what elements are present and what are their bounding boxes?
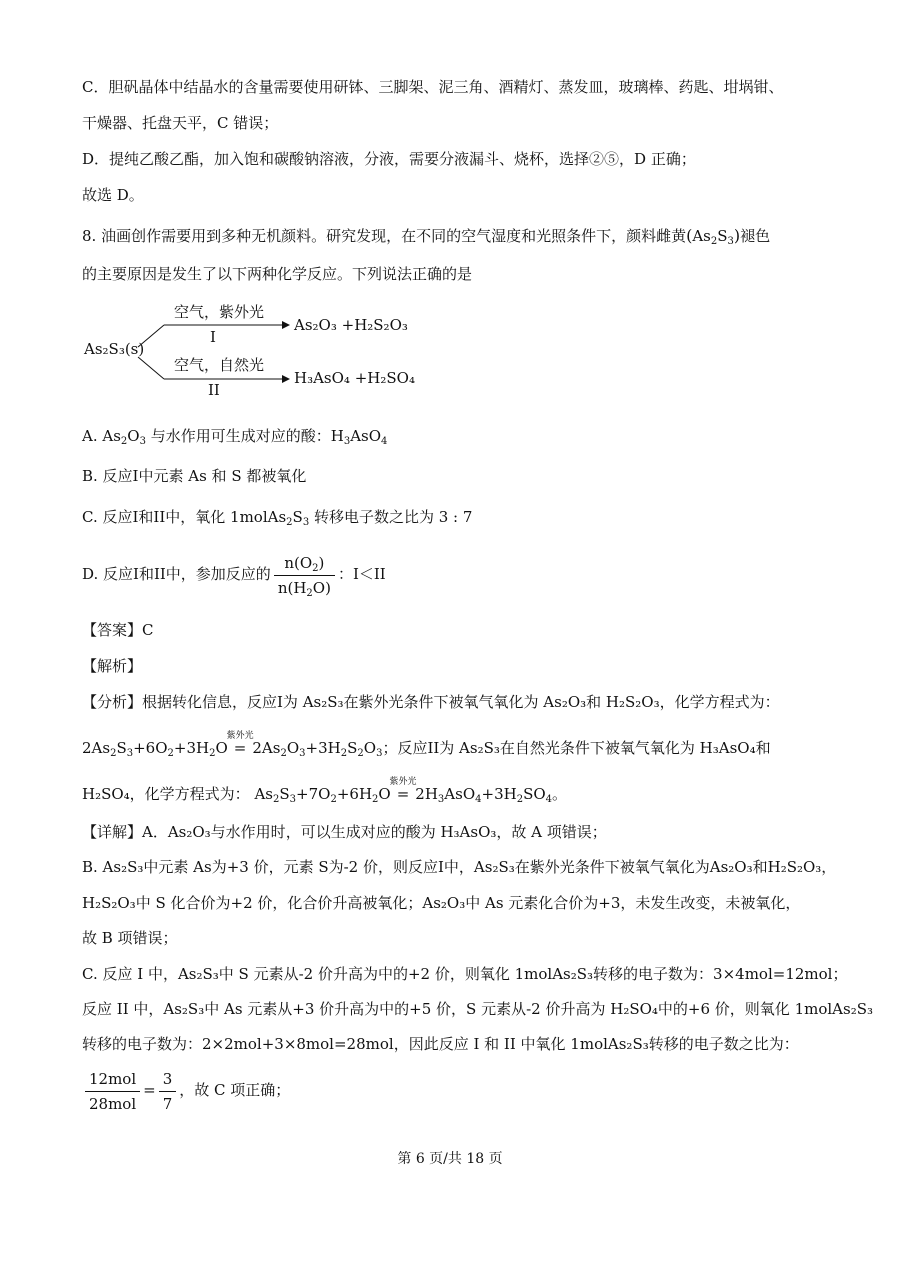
page-footer: 第 6 页/共 18 页 <box>397 1151 503 1167</box>
label-bottom: II <box>208 381 220 399</box>
condition-bottom: 空气，自然光 <box>174 356 265 374</box>
analysis-heading: 【解析】 <box>82 657 143 675</box>
detail-b3: 故 B 项错误； <box>82 929 178 947</box>
reactant: As₂S₃(s) <box>84 340 145 358</box>
detail-c1: C. 反应 I 中，As₂S₃中 S 元素从-2 价升高为中的+2 价，则氧化 1molAs₂S₃转移的电子数为：3×4mol=12mol； <box>82 965 848 983</box>
question-stem: 8. 油画创作需要用到多种无机颜料。研究发现，在不同的空气湿度和光照条件下，颜料雌黄$(As_2S_3)$褪色 <box>82 226 771 247</box>
detail-c3: 转移的电子数为：2×2mol+3×8mol=28mol，因此反应 I 和 II 中氧化 1molAs₂S₃转移的电子数之比为： <box>82 1035 799 1053</box>
detail-b2: H₂S₂O₃中 S 化合价为+2 价，化合价升高被氧化；As₂O₃中 As 元素化合价为+3，未发生改变，未被氧化， <box>82 894 801 912</box>
question-stem-2: 的主要原因是发生了以下两种化学反应。下列说法正确的是 <box>82 265 473 283</box>
option-b: B. 反应I中元素 As 和 S 都被氧化 <box>82 467 307 485</box>
option-d: D. 反应I和II中，参加反应的 $\frac{n(O_2)}{n(H_2O)}$ ：I＜II <box>82 553 386 599</box>
question-text: 褪色 <box>740 227 771 245</box>
detail-c2: 反应 II 中，As₂S₃中 As 元素从+3 价升高为中的+5 价，S 元素从-2 价升高为 H₂SO₄中的+6 价，则氧化 1molAs₂S₃ <box>82 1000 873 1018</box>
text-line: D．提纯乙酸乙酯，加入饱和碳酸钠溶液，分液，需要分液漏斗、烧杯，选择②⑤，D 正确； <box>82 150 696 168</box>
ratio-fraction: $\frac{n(O_2)}{n(H_2O)}$ <box>274 553 335 598</box>
text-line: C．胆矾晶体中结晶水的含量需要使用研钵、三脚架、泥三角、酒精灯、蒸发皿，玻璃棒、药匙、坩埚钳、 <box>82 78 784 96</box>
product-top: As₂O₃ +H₂S₂O₃ <box>294 316 408 334</box>
text-line: 干燥器、托盘天平，C 错误； <box>82 114 279 132</box>
fraction-mol: $\frac{\text{12mol}}{\text{28mol}}$ <box>85 1069 140 1114</box>
product-bottom: H₃AsO₄ +H₂SO₄ <box>294 369 415 387</box>
option-a: A. $As_2O_3$ 与水作用可生成对应的酸：$H_3AsO_4$ <box>82 427 388 447</box>
label-top: I <box>210 328 216 346</box>
question-text: 8. 油画创作需要用到多种无机颜料。研究发现，在不同的空气湿度和光照条件下，颜料雌黄 <box>82 227 687 245</box>
reaction-scheme <box>82 295 442 399</box>
detail-c4: $\frac{\text{12mol}}{\text{28mol}}$ = $\frac{3}{7}$ ，故 C 项正确； <box>82 1066 290 1114</box>
text-line: 故选 D。 <box>82 186 144 204</box>
detail-b1: B. As₂S₃中元素 As为+3 价，元素 S为-2 价，则反应I中，As₂S₃在紫外光条件下被氧气氧化为As₂O₃和H₂S₂O₃， <box>82 858 837 876</box>
condition-top: 空气，紫外光 <box>174 303 265 321</box>
detail-a: 【详解】A．As₂O₃与水作用时，可以生成对应的酸为 H₃AsO₃，故 A 项错误； <box>82 823 607 841</box>
equation-2: H₂SO₄，化学方程式为： $As_2S_3+7O_2+6H_2O$ 紫外光 = $2H_3AsO_4+3H_2SO_4$。 <box>82 777 568 805</box>
option-c: C. 反应I和II中，氧化 $1molAs_2S_3$ 转移电子数之比为 3 : 7 <box>82 508 473 528</box>
analysis-line: 【分析】根据转化信息，反应I为 As₂S₃在紫外光条件下被氧气氧化为 As₂O₃和 H₂S₂O₃，化学方程式为： <box>82 693 780 711</box>
answer: 【答案】C <box>82 621 154 639</box>
fraction-ratio: $\frac{3}{7}$ <box>159 1069 177 1114</box>
equation-1: $2As_2S_3+6O_2+3H_2O$ 紫外光 = $2As_2O_3+3H_2S_2O_3$；反应II为 As₂S₃在自然光条件下被氧气氧化为 H₃AsO₄和 <box>82 731 771 759</box>
